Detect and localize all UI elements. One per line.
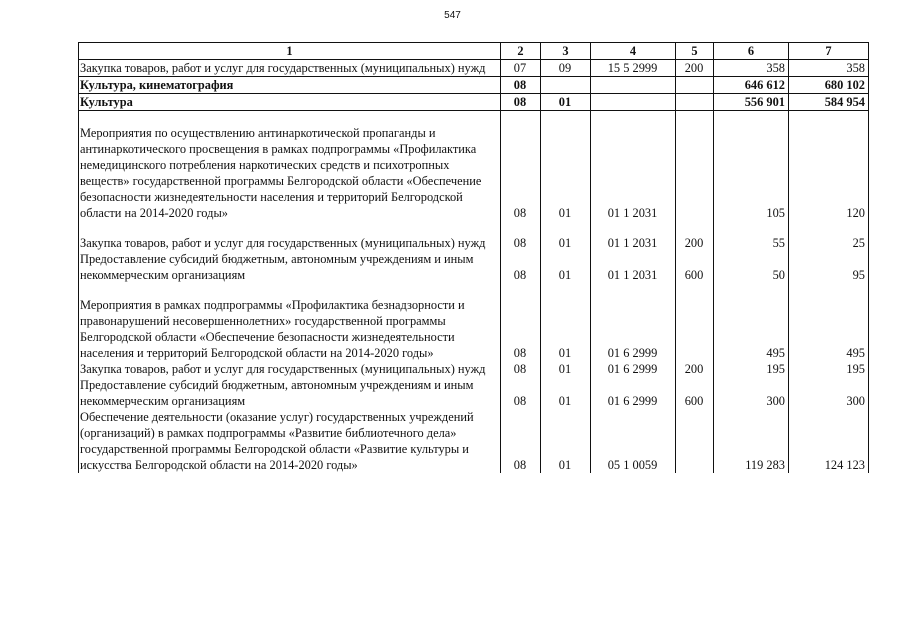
row-amount-1: 105 xyxy=(714,111,789,222)
header-col-1: 1 xyxy=(79,43,501,60)
row-expense-type: 200 xyxy=(676,361,714,377)
row-section: 08 xyxy=(501,361,541,377)
row-expense-type xyxy=(676,77,714,94)
row-amount-2: 95 xyxy=(789,251,869,283)
row-amount-1: 119 283 xyxy=(714,409,789,473)
row-target-code: 15 5 2999 xyxy=(591,60,676,77)
row-amount-1: 646 612 xyxy=(714,77,789,94)
row-amount-2: 120 xyxy=(789,111,869,222)
row-subsection: 01 xyxy=(541,221,591,251)
row-section: 08 xyxy=(501,221,541,251)
budget-table xyxy=(78,42,869,473)
table-row xyxy=(79,251,869,283)
header-col-7: 7 xyxy=(789,43,869,60)
row-amount-2: 300 xyxy=(789,377,869,409)
table-row xyxy=(79,377,869,409)
row-target-code: 01 1 2031 xyxy=(591,111,676,222)
row-section: 08 xyxy=(501,409,541,473)
row-name: Закупка товаров, работ и услуг для государственных (муниципальных) нужд xyxy=(79,221,501,251)
header-col-4: 4 xyxy=(591,43,676,60)
row-subsection xyxy=(541,77,591,94)
row-section: 08 xyxy=(501,77,541,94)
table-row xyxy=(79,111,869,222)
header-col-5: 5 xyxy=(676,43,714,60)
row-amount-2: 495 xyxy=(789,283,869,361)
table-row xyxy=(79,283,869,361)
row-subsection: 09 xyxy=(541,60,591,77)
row-target-code: 01 6 2999 xyxy=(591,377,676,409)
table-row xyxy=(79,361,869,377)
table-row xyxy=(79,60,869,77)
row-name: Мероприятия по осуществлению антинаркотической пропаганды и антинаркотического просвещения в рамках подпрограммы «Профилактика немедицинского потребления наркотических средств и психотропных веществ» государственной программы Белгородской области «Обеспечение безопасности жизнедеятельности населения и территорий Белгородской области на 2014-2020 годы» xyxy=(79,111,501,222)
row-amount-2: 358 xyxy=(789,60,869,77)
row-subsection: 01 xyxy=(541,94,591,111)
row-subsection: 01 xyxy=(541,409,591,473)
row-expense-type: 200 xyxy=(676,221,714,251)
row-target-code xyxy=(591,94,676,111)
row-amount-1: 55 xyxy=(714,221,789,251)
row-section: 08 xyxy=(501,111,541,222)
row-amount-2: 124 123 xyxy=(789,409,869,473)
row-amount-1: 300 xyxy=(714,377,789,409)
row-amount-1: 195 xyxy=(714,361,789,377)
row-amount-2: 195 xyxy=(789,361,869,377)
row-name: Культура, кинематография xyxy=(79,77,501,94)
header-col-2: 2 xyxy=(501,43,541,60)
budget-table-container xyxy=(78,42,868,473)
table-row xyxy=(79,409,869,473)
row-section: 08 xyxy=(501,283,541,361)
row-name: Закупка товаров, работ и услуг для государственных (муниципальных) нужд xyxy=(79,60,501,77)
row-expense-type: 600 xyxy=(676,377,714,409)
row-amount-2: 25 xyxy=(789,221,869,251)
row-amount-1: 358 xyxy=(714,60,789,77)
row-expense-type: 200 xyxy=(676,60,714,77)
table-row xyxy=(79,94,869,111)
row-amount-1: 50 xyxy=(714,251,789,283)
row-amount-1: 556 901 xyxy=(714,94,789,111)
row-target-code xyxy=(591,77,676,94)
row-expense-type xyxy=(676,409,714,473)
table-row xyxy=(79,77,869,94)
row-subsection: 01 xyxy=(541,361,591,377)
row-name: Культура xyxy=(79,94,501,111)
row-target-code: 05 1 0059 xyxy=(591,409,676,473)
row-section: 08 xyxy=(501,94,541,111)
row-name: Обеспечение деятельности (оказание услуг) государственных учреждений (организаций) в рамках подпрограммы «Развитие библиотечного дела» государственной программы Белгородской области «Развитие культуры и искусства Белгородской области на 2014-2020 годы» xyxy=(79,409,501,473)
row-expense-type xyxy=(676,283,714,361)
header-col-3: 3 xyxy=(541,43,591,60)
row-target-code: 01 1 2031 xyxy=(591,251,676,283)
row-expense-type xyxy=(676,94,714,111)
row-subsection: 01 xyxy=(541,283,591,361)
table-row xyxy=(79,221,869,251)
row-subsection: 01 xyxy=(541,111,591,222)
row-name: Предоставление субсидий бюджетным, автономным учреждениям и иным некоммерческим организациям xyxy=(79,251,501,283)
row-name: Предоставление субсидий бюджетным, автономным учреждениям и иным некоммерческим организациям xyxy=(79,377,501,409)
row-section: 08 xyxy=(501,377,541,409)
row-name: Закупка товаров, работ и услуг для государственных (муниципальных) нужд xyxy=(79,361,501,377)
row-amount-2: 584 954 xyxy=(789,94,869,111)
header-col-6: 6 xyxy=(714,43,789,60)
row-expense-type xyxy=(676,111,714,222)
row-name: Мероприятия в рамках подпрограммы «Профилактика безнадзорности и правонарушений несовершеннолетних» государственной программы Белгородской области «Обеспечение безопасности жизнедеятельности населения и территорий Белгородской области на 2014-2020 годы» xyxy=(79,283,501,361)
row-amount-2: 680 102 xyxy=(789,77,869,94)
row-expense-type: 600 xyxy=(676,251,714,283)
row-amount-1: 495 xyxy=(714,283,789,361)
row-target-code: 01 6 2999 xyxy=(591,283,676,361)
row-target-code: 01 1 2031 xyxy=(591,221,676,251)
page-number: 547 xyxy=(444,10,461,21)
header-row xyxy=(79,43,869,60)
row-subsection: 01 xyxy=(541,251,591,283)
row-section: 08 xyxy=(501,251,541,283)
row-section: 07 xyxy=(501,60,541,77)
row-subsection: 01 xyxy=(541,377,591,409)
row-target-code: 01 6 2999 xyxy=(591,361,676,377)
